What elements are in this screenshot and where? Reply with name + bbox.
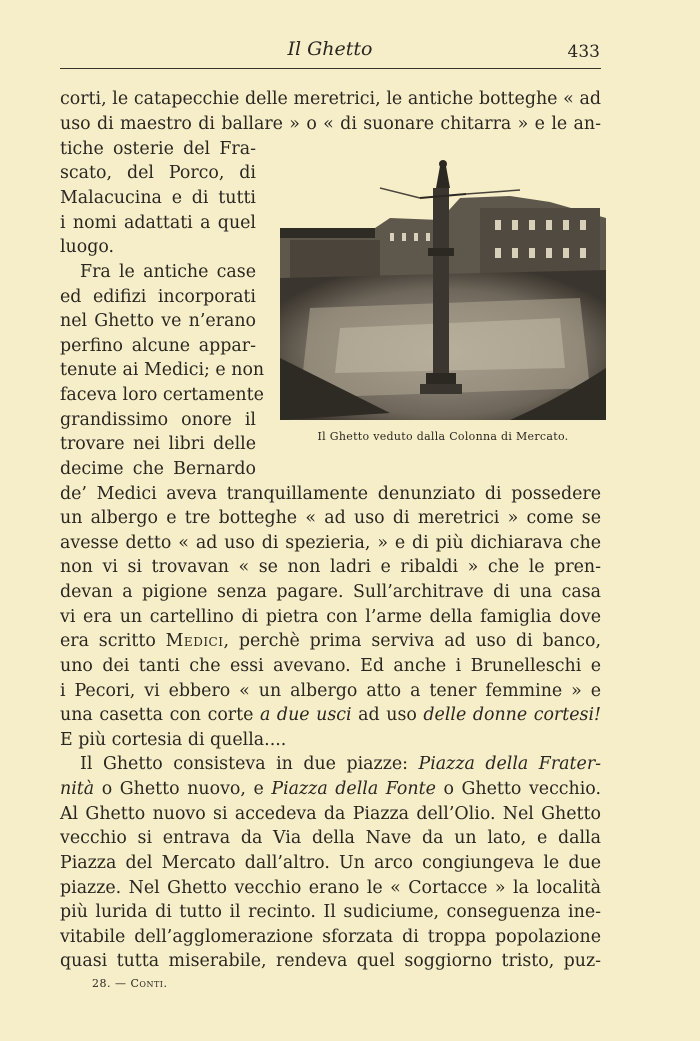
text-line: vitabile dell’agglomerazione sforzata di troppa popolazione: [60, 927, 601, 947]
text-line: Fra le antiche case: [80, 262, 256, 282]
text-line: vecchio si entrava da Via della Nave da un lato, e dalla: [60, 828, 601, 848]
photo-illustration: [280, 158, 606, 420]
text-line: più lurida di tutto il recinto. Il sudiciume, conseguenza ine-: [60, 902, 601, 922]
medici-smallcaps: Medici: [165, 631, 224, 651]
text-line: tiche osterie del Fra-: [60, 139, 256, 159]
text-line: era scritto Medici, perchè prima serviva ad uso di banco,: [60, 631, 601, 651]
text-line: grandissimo onore il: [60, 410, 256, 430]
ghetto-photo: [280, 158, 606, 420]
text-line: devan a pigione senza pagare. Sull’architrave di una casa: [60, 582, 601, 602]
text-line: i nomi adattati a quel: [60, 213, 256, 233]
text-line: Malacucina e di tutti: [60, 188, 256, 208]
text-line: Piazza del Mercato dall’altro. Un arco congiungeva le due: [60, 853, 601, 873]
footer-signature: 28. — Conti.: [92, 977, 168, 990]
text-line: non vi si trovavan « se non ladri e ribaldi » che le pren-: [60, 557, 601, 577]
text-line: uso di maestro di ballare » o « di suonare chitarra » e le an-: [60, 114, 601, 134]
text-line: Il Ghetto consisteva in due piazze: Piazza della Frater-: [80, 754, 602, 774]
text-line: i Pecori, vi ebbero « un albergo atto a tener femmine » e: [60, 681, 601, 701]
text-line: una casetta con corte a due usci ad uso delle donne cortesi!: [60, 705, 601, 725]
text-line: un albergo e tre botteghe « ad uso di meretrici » come se: [60, 508, 601, 528]
text-line: luogo.: [60, 237, 115, 257]
text-line: piazze. Nel Ghetto vecchio erano le « Cortacce » la località: [60, 878, 601, 898]
text-line: uno dei tanti che essi avevano. Ed anche i Brunelleschi e: [60, 656, 601, 676]
text-line: scato, del Porco, di: [60, 163, 256, 183]
page-number: 433: [567, 42, 600, 62]
text-line: nità o Ghetto nuovo, e Piazza della Fonte o Ghetto vecchio.: [60, 779, 601, 799]
text-line: vi era un cartellino di pietra con l’arme della famiglia dove: [60, 607, 601, 627]
figure-caption: Il Ghetto veduto dalla Colonna di Mercato.: [317, 430, 569, 443]
text-line: E più cortesia di quella....: [60, 730, 287, 750]
text-line: ed edifizi incorporati: [60, 287, 256, 307]
text-line: avesse detto « ad uso di spezieria, » e di più dichiarava che: [60, 533, 601, 553]
text-line: decime che Bernardo: [60, 459, 256, 479]
text-line: corti, le catapecchie delle meretrici, le antiche botteghe « ad: [60, 89, 601, 109]
header-rule: [60, 68, 601, 69]
text-line: de’ Medici aveva tranquillamente denunziato di possedere: [60, 484, 601, 504]
running-title: Il Ghetto: [287, 38, 373, 60]
text-line: quasi tutta miserabile, rendeva quel soggiorno tristo, puz-: [60, 951, 601, 971]
text-line: perfino alcune appar-: [60, 336, 256, 356]
text-line: nel Ghetto ve n’erano: [60, 311, 256, 331]
text-line: tenute ai Medici; e non: [60, 360, 265, 380]
text-line: trovare nei libri delle: [60, 434, 256, 454]
text-line: faceva loro certamente: [60, 385, 264, 405]
page-header: [60, 38, 600, 68]
text-line: Al Ghetto nuovo si accedeva da Piazza dell’Olio. Nel Ghetto: [60, 804, 601, 824]
